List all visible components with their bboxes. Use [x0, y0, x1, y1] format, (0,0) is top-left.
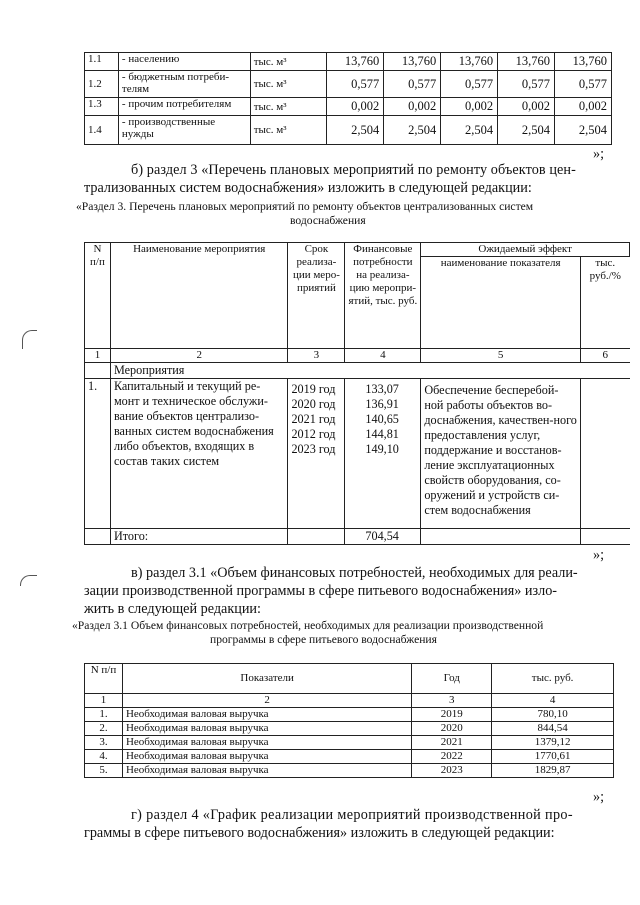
table-index-row	[85, 349, 630, 363]
column-index: 4	[492, 694, 614, 708]
row-unit: тыс. м³	[250, 71, 327, 98]
paragraph-line: граммы в сфере питьевого водоснабжения» изложить в следующей редакции:	[84, 825, 555, 841]
header-indicators: Показатели	[122, 664, 411, 694]
column-index: 3	[412, 694, 492, 708]
row-name: Капитальный и текущий ре-монт и техническое обслужи-вание объектов централизо-ванных систем водоснабжения либо объектов, входящих в состав таких систем	[110, 379, 288, 529]
table-row	[85, 708, 614, 722]
total-value: 704,54	[345, 529, 421, 545]
row-effect: Обеспечение бесперебой-ной работы объектов во-доснабжения, качествен-ного предоставления услуг, поддержание и восстанов-ление эксплуатационных свойств оборудования, со-оружений и устройств си-стем водоснабжения	[421, 379, 581, 529]
section-caption: водоснабжения	[290, 214, 366, 227]
paragraph-line: г) раздел 4 «График реализации мероприятий производственной про-	[131, 807, 573, 823]
table-index-row	[85, 694, 614, 708]
table-row	[85, 379, 630, 529]
row-value: 2,504	[327, 116, 384, 145]
table-row	[85, 53, 612, 71]
amount-item: 144,81	[365, 427, 399, 441]
table-row	[85, 71, 612, 98]
section-caption: программы в сфере питьевого водоснабжения	[210, 633, 437, 646]
column-index: 5	[421, 349, 581, 363]
amount-item: 136,91	[365, 397, 399, 411]
header-finance: Финансовые потребности на реализа-цию меропри-ятий, тыс. руб.	[345, 243, 421, 349]
row-amounts	[345, 379, 421, 529]
row-number: 1.4	[85, 116, 119, 145]
total-label: Итого:	[110, 529, 288, 545]
row-name: Необходимая валовая выручка	[122, 736, 411, 750]
column-index: 2	[122, 694, 411, 708]
table-row	[85, 750, 614, 764]
column-index: 1	[85, 349, 111, 363]
row-number: 1.2	[85, 71, 119, 98]
row-value: 0,002	[441, 98, 498, 116]
row-value: 13,760	[441, 53, 498, 71]
year-item: 2019 год	[291, 382, 336, 396]
amount-item: 149,10	[365, 442, 399, 456]
row-number: 1.3	[85, 98, 119, 116]
paragraph-line: в) раздел 3.1 «Объем финансовых потребностей, необходимых для реали-	[131, 565, 578, 581]
row-name: Необходимая валовая выручка	[122, 764, 411, 778]
row-name: Необходимая валовая выручка	[122, 708, 411, 722]
year-item: 2023 год	[291, 442, 336, 456]
row-year: 2021	[412, 736, 492, 750]
measures-table	[84, 242, 630, 545]
table-row	[85, 736, 614, 750]
row-sum: 1829,87	[492, 764, 614, 778]
row-number: 1.	[85, 708, 123, 722]
header-term: Срок реализа-ции меро-приятий	[288, 243, 345, 349]
year-item: 2021 год	[291, 412, 336, 426]
row-year: 2023	[412, 764, 492, 778]
quote-close: »;	[593, 789, 605, 805]
header-number: N п/п	[85, 243, 111, 349]
row-value: 0,577	[555, 71, 612, 98]
quote-close: »;	[593, 547, 605, 563]
table-header-row	[85, 664, 614, 694]
section-caption: «Раздел 3. Перечень плановых мероприятий по ремонту объектов централизованных систем	[76, 200, 534, 213]
paragraph-line: б) раздел 3 «Перечень плановых мероприятий по ремонту объектов цен-	[131, 162, 576, 178]
header-sum: тыс. руб.	[492, 664, 614, 694]
row-name: Необходимая валовая выручка	[122, 722, 411, 736]
row-number: 4.	[85, 750, 123, 764]
row-name: - бюджетным потреби-телям	[118, 71, 250, 98]
paragraph-line: жить в следующей редакции:	[84, 601, 261, 617]
header-year: Год	[412, 664, 492, 694]
amount-item: 140,65	[365, 412, 399, 426]
quote-close: »;	[593, 146, 605, 162]
volume-table	[84, 52, 612, 145]
row-value: 13,760	[384, 53, 441, 71]
header-effect: Ожидаемый эффект	[421, 243, 630, 257]
year-item: 2020 год	[291, 397, 336, 411]
row-value: 2,504	[498, 116, 555, 145]
row-name: - населению	[118, 53, 250, 71]
paragraph-line: трализованных систем водоснабжения» изложить в следующей редакции:	[84, 180, 532, 196]
row-value: 0,577	[441, 71, 498, 98]
row-number: 1.1	[85, 53, 119, 71]
row-number: 5.	[85, 764, 123, 778]
column-index: 2	[110, 349, 288, 363]
row-value: 13,760	[498, 53, 555, 71]
row-value: 13,760	[555, 53, 612, 71]
row-value: 13,760	[327, 53, 384, 71]
table-total-row	[85, 529, 630, 545]
header-percent: тыс. руб./%	[581, 257, 630, 349]
header-number: N п/п	[85, 664, 123, 694]
table-group-row	[85, 363, 630, 379]
margin-mark	[20, 575, 37, 586]
row-unit: тыс. м³	[250, 116, 327, 145]
header-indicator: наименование показателя	[421, 257, 581, 349]
row-name: Необходимая валовая выручка	[122, 750, 411, 764]
column-index: 1	[85, 694, 123, 708]
row-years	[288, 379, 345, 529]
row-value: 0,002	[555, 98, 612, 116]
group-label: Мероприятия	[110, 363, 629, 379]
table-row	[85, 98, 612, 116]
revenue-table	[84, 663, 614, 778]
row-value: 0,577	[327, 71, 384, 98]
margin-mark	[22, 330, 37, 349]
row-sum: 1379,12	[492, 736, 614, 750]
row-year: 2019	[412, 708, 492, 722]
column-index: 3	[288, 349, 345, 363]
row-number: 2.	[85, 722, 123, 736]
table-row	[85, 764, 614, 778]
table-header-row	[85, 243, 630, 257]
row-value: 0,002	[498, 98, 555, 116]
section-caption: «Раздел 3.1 Объем финансовых потребностей, необходимых для реализации производственной	[72, 619, 544, 632]
row-value: 0,577	[384, 71, 441, 98]
table-row	[85, 116, 612, 145]
row-number: 3.	[85, 736, 123, 750]
row-value: 0,002	[327, 98, 384, 116]
row-value: 2,504	[441, 116, 498, 145]
row-year: 2022	[412, 750, 492, 764]
row-name: - производственные нужды	[118, 116, 250, 145]
row-year: 2020	[412, 722, 492, 736]
row-sum: 780,10	[492, 708, 614, 722]
column-index: 6	[581, 349, 630, 363]
amount-item: 133,07	[365, 382, 399, 396]
column-index: 4	[345, 349, 421, 363]
row-value: 0,577	[498, 71, 555, 98]
row-value: 0,002	[384, 98, 441, 116]
row-name: - прочим потребителям	[118, 98, 250, 116]
paragraph-line: зации производственной программы в сфере питьевого водоснабжения» изло-	[84, 583, 558, 599]
row-sum: 844,54	[492, 722, 614, 736]
row-value: 2,504	[555, 116, 612, 145]
row-unit: тыс. м³	[250, 98, 327, 116]
row-number: 1.	[85, 379, 111, 529]
header-name: Наименование мероприятия	[110, 243, 288, 349]
year-item: 2012 год	[291, 427, 336, 441]
row-unit: тыс. м³	[250, 53, 327, 71]
row-sum: 1770,61	[492, 750, 614, 764]
row-value: 2,504	[384, 116, 441, 145]
table-row	[85, 722, 614, 736]
